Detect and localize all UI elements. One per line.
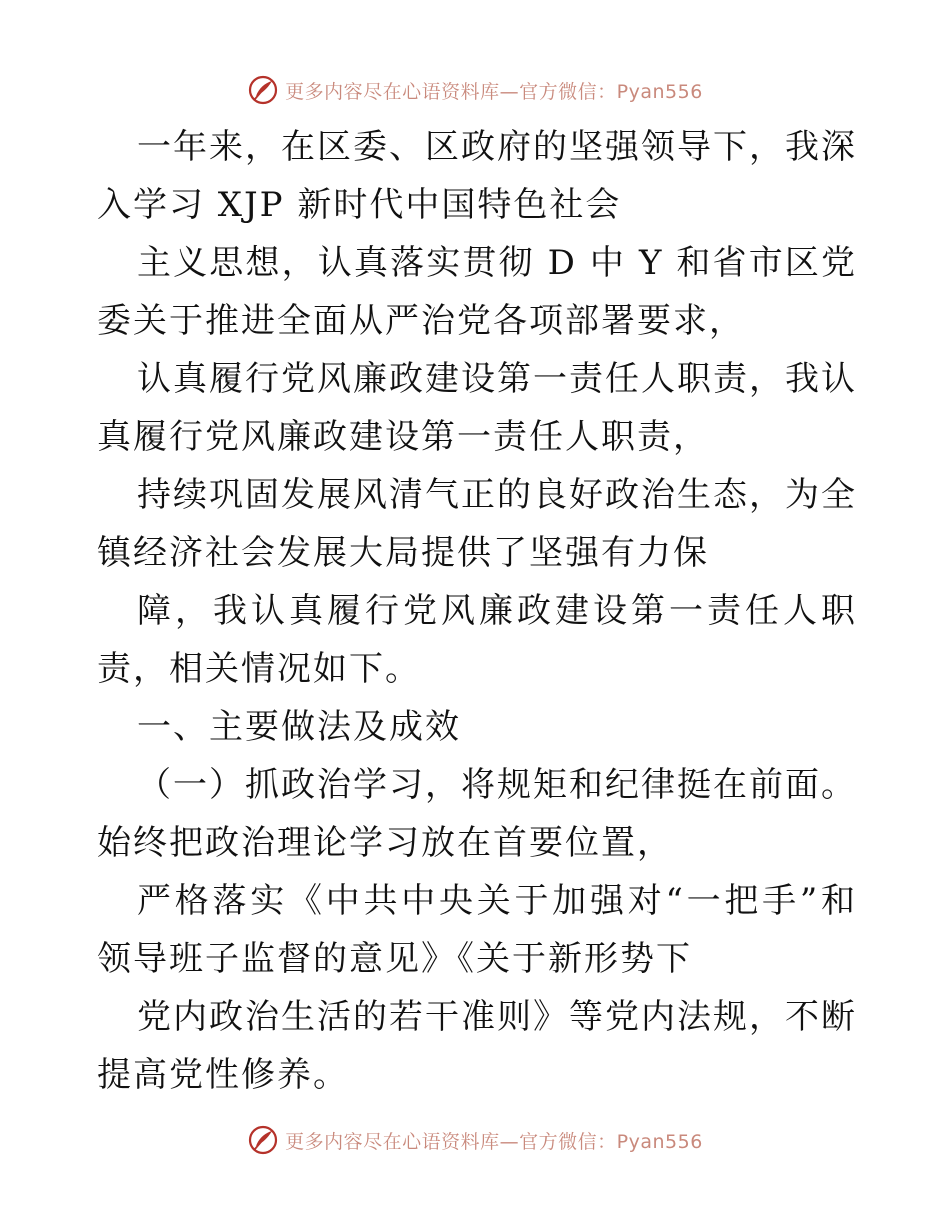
document-body [97, 118, 857, 1104]
paragraph: 一年来，在区委、区政府的坚强领导下，我深入学习 XJP 新时代中国特色社会 [97, 127, 857, 225]
paragraph: 持续巩固发展风清气正的良好政治生态，为全镇经济社会发展大局提供了坚强有力保 [97, 475, 857, 573]
paragraph: 主义思想，认真落实贯彻 D 中 Y 和省市区党委关于推进全面从严治党各项部署要求， [97, 243, 857, 341]
paragraph: 严格落实《中共中央关于加强对“一把手”和领导班子监督的意见》《关于新形势下 [97, 881, 857, 979]
paragraph: 党内政治生活的若干准则》等党内法规，不断提高党性修养。 [97, 997, 857, 1095]
footer-watermark [0, 1120, 950, 1160]
paragraph: 障，我认真履行党风廉政建设第一责任人职责，相关情况如下。 [97, 591, 857, 689]
header-watermark-text: 更多内容尽在心语资料库—官方微信：Pyan556 [285, 80, 703, 103]
section-heading: 一、主要做法及成效 [137, 707, 461, 747]
quill-logo-icon [247, 74, 279, 106]
footer-watermark-text: 更多内容尽在心语资料库—官方微信：Pyan556 [285, 1130, 703, 1153]
quill-logo-icon [247, 1124, 279, 1156]
header-watermark [0, 70, 950, 110]
paragraph: （一）抓政治学习，将规矩和纪律挺在前面。始终把政治理论学习放在首要位置， [97, 765, 857, 863]
paragraph: 认真履行党风廉政建设第一责任人职责，我认真履行党风廉政建设第一责任人职责， [97, 359, 857, 457]
